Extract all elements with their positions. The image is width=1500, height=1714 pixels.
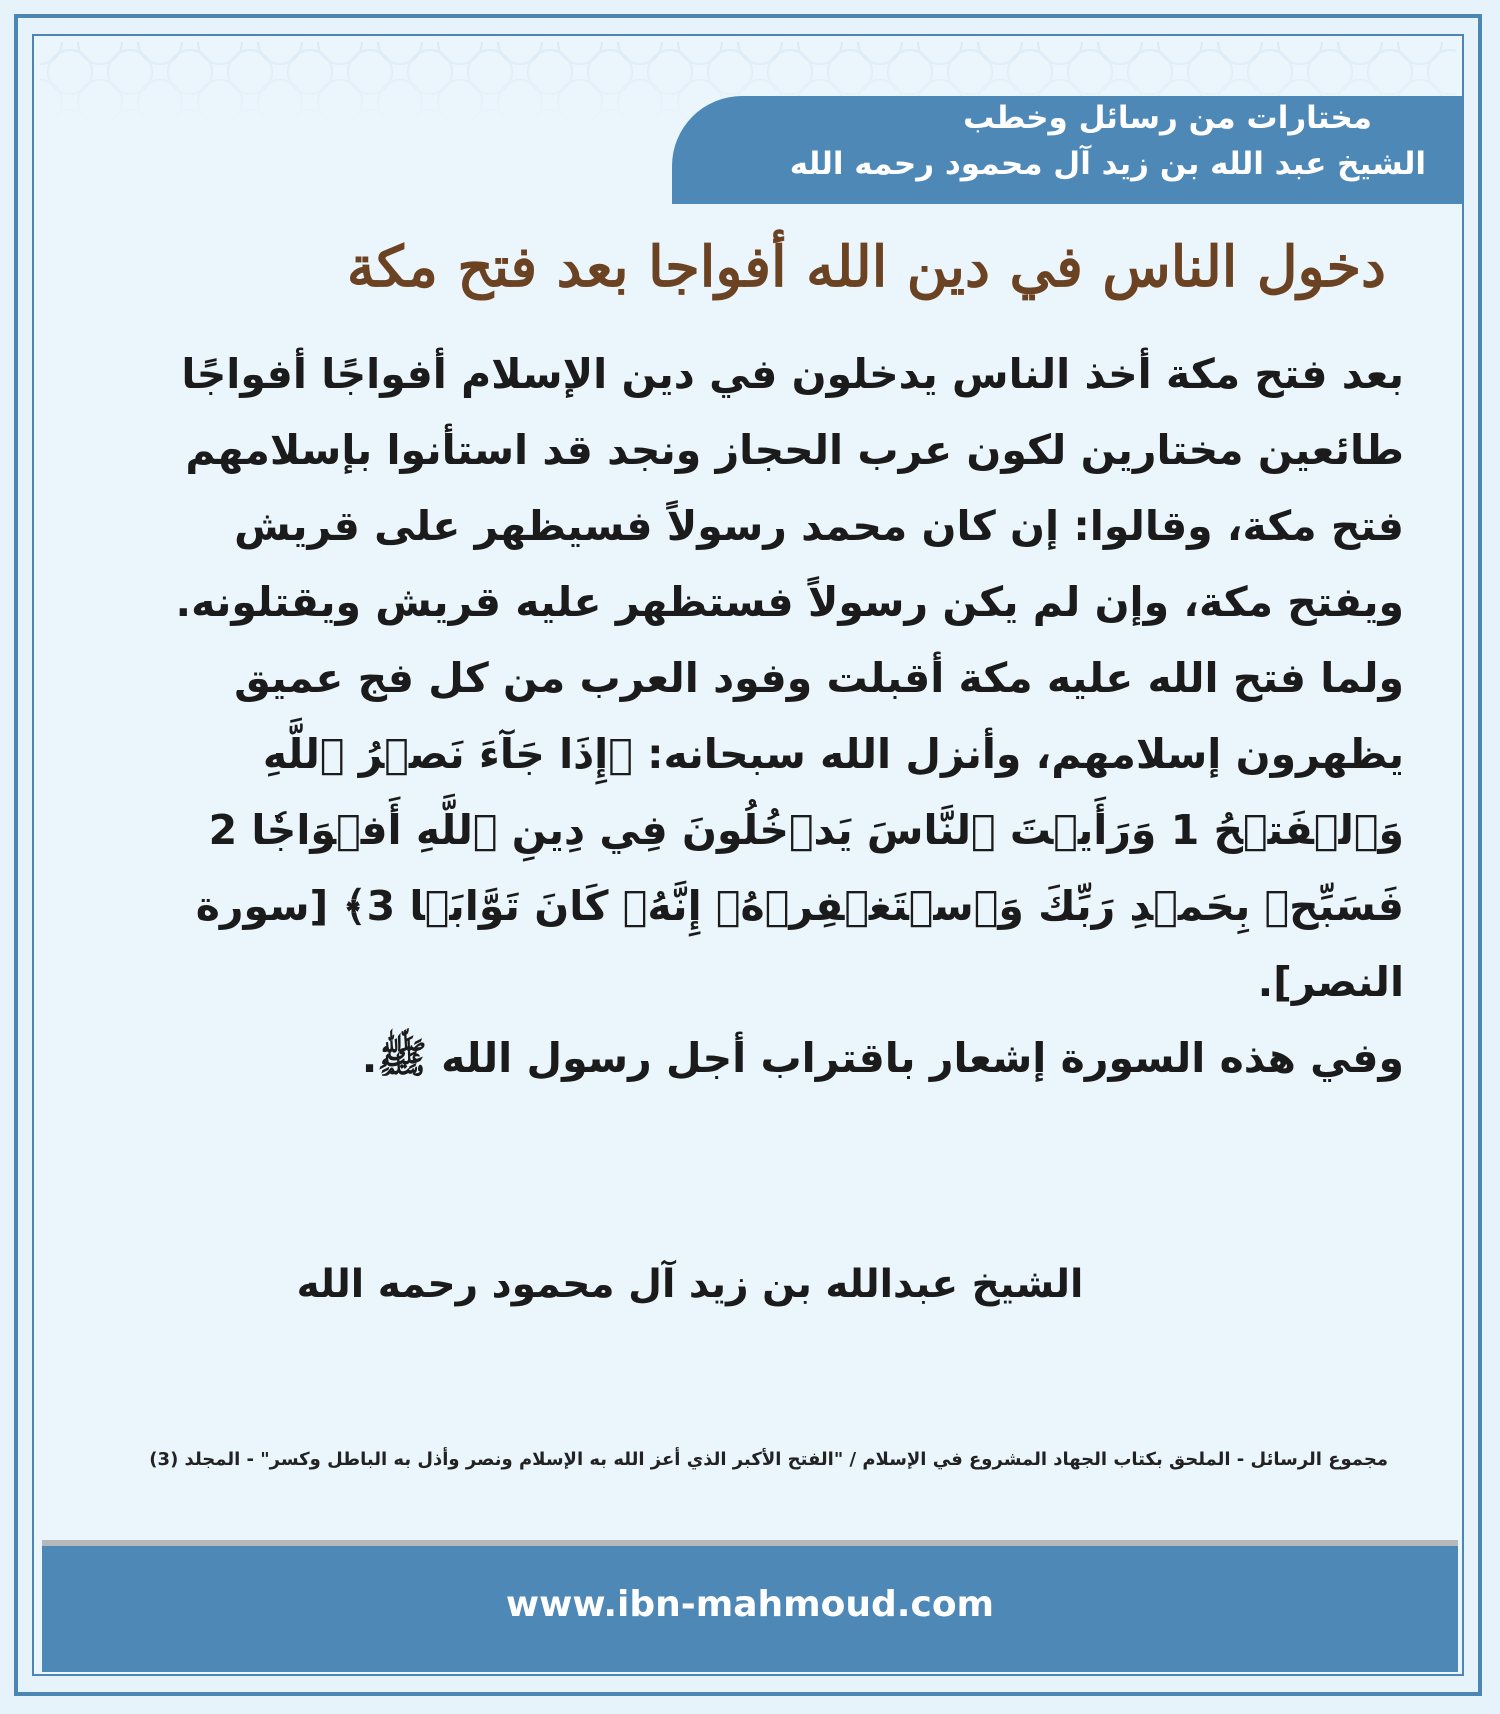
body-paragraph-1: بعد فتح مكة أخذ الناس يدخلون في دين الإسلام أفواجًا أفواجًا طائعين مختارين لكون عرب الحجاز ونجد قد استأنوا بإسلامهم فتح مكة، وقالوا: إن كان محمد رسولاً فسيظهر على قريش ويفتح مكة، وإن لم يكن رسولاً فستظهر عليه قريش ويقتلونه.: [175, 350, 1404, 626]
header-author-name: الشيخ عبد الله بن زيد آل محمود رحمه الله: [789, 146, 1426, 182]
website-link[interactable]: www.ibn-mahmoud.com: [505, 1584, 995, 1625]
header-collection-title: مختارات من رسائل وخطب: [963, 100, 1372, 136]
source-citation: مجموع الرسائل - الملحق بكتاب الجهاد المشروع في الإسلام / "الفتح الأكبر الذي أعز الله به الإسلام ونصر وأذل به الباطل وكسر" - المجلد (3): [149, 1449, 1388, 1470]
header-banner: [672, 96, 1462, 204]
author-name: الشيخ عبدالله بن زيد آل محمود رحمه الله: [296, 1262, 1084, 1307]
body-paragraph-2: ولما فتح الله عليه مكة أقبلت وفود العرب من كل فج عميق يظهرون إسلامهم، وأنزل الله سبحانه: ﴿إِذَا جَآءَ نَصۡرُ ٱللَّهِ وَٱلۡفَتۡحُ 1 وَرَأَيۡتَ ٱلنَّاسَ يَدۡخُلُونَ فِي دِينِ ٱللَّهِ أَفۡوَاجٗا 2 فَسَبِّحۡ بِحَمۡدِ رَبِّكَ وَٱسۡتَغۡفِرۡهُۚ إِنَّهُۥ كَانَ تَوَّابَۢا 3﴾ [سورة النصر].: [195, 654, 1404, 1006]
article-title: دخول الناس في دين الله أفواجا بعد فتح مكة: [346, 234, 1386, 300]
body-paragraph-3: وفي هذه السورة إشعار باقتراب أجل رسول الله ﷺ.: [361, 1034, 1404, 1082]
article-body: [114, 336, 1404, 1096]
footer-bar: [42, 1546, 1458, 1672]
author-signature: [0, 1262, 1500, 1307]
